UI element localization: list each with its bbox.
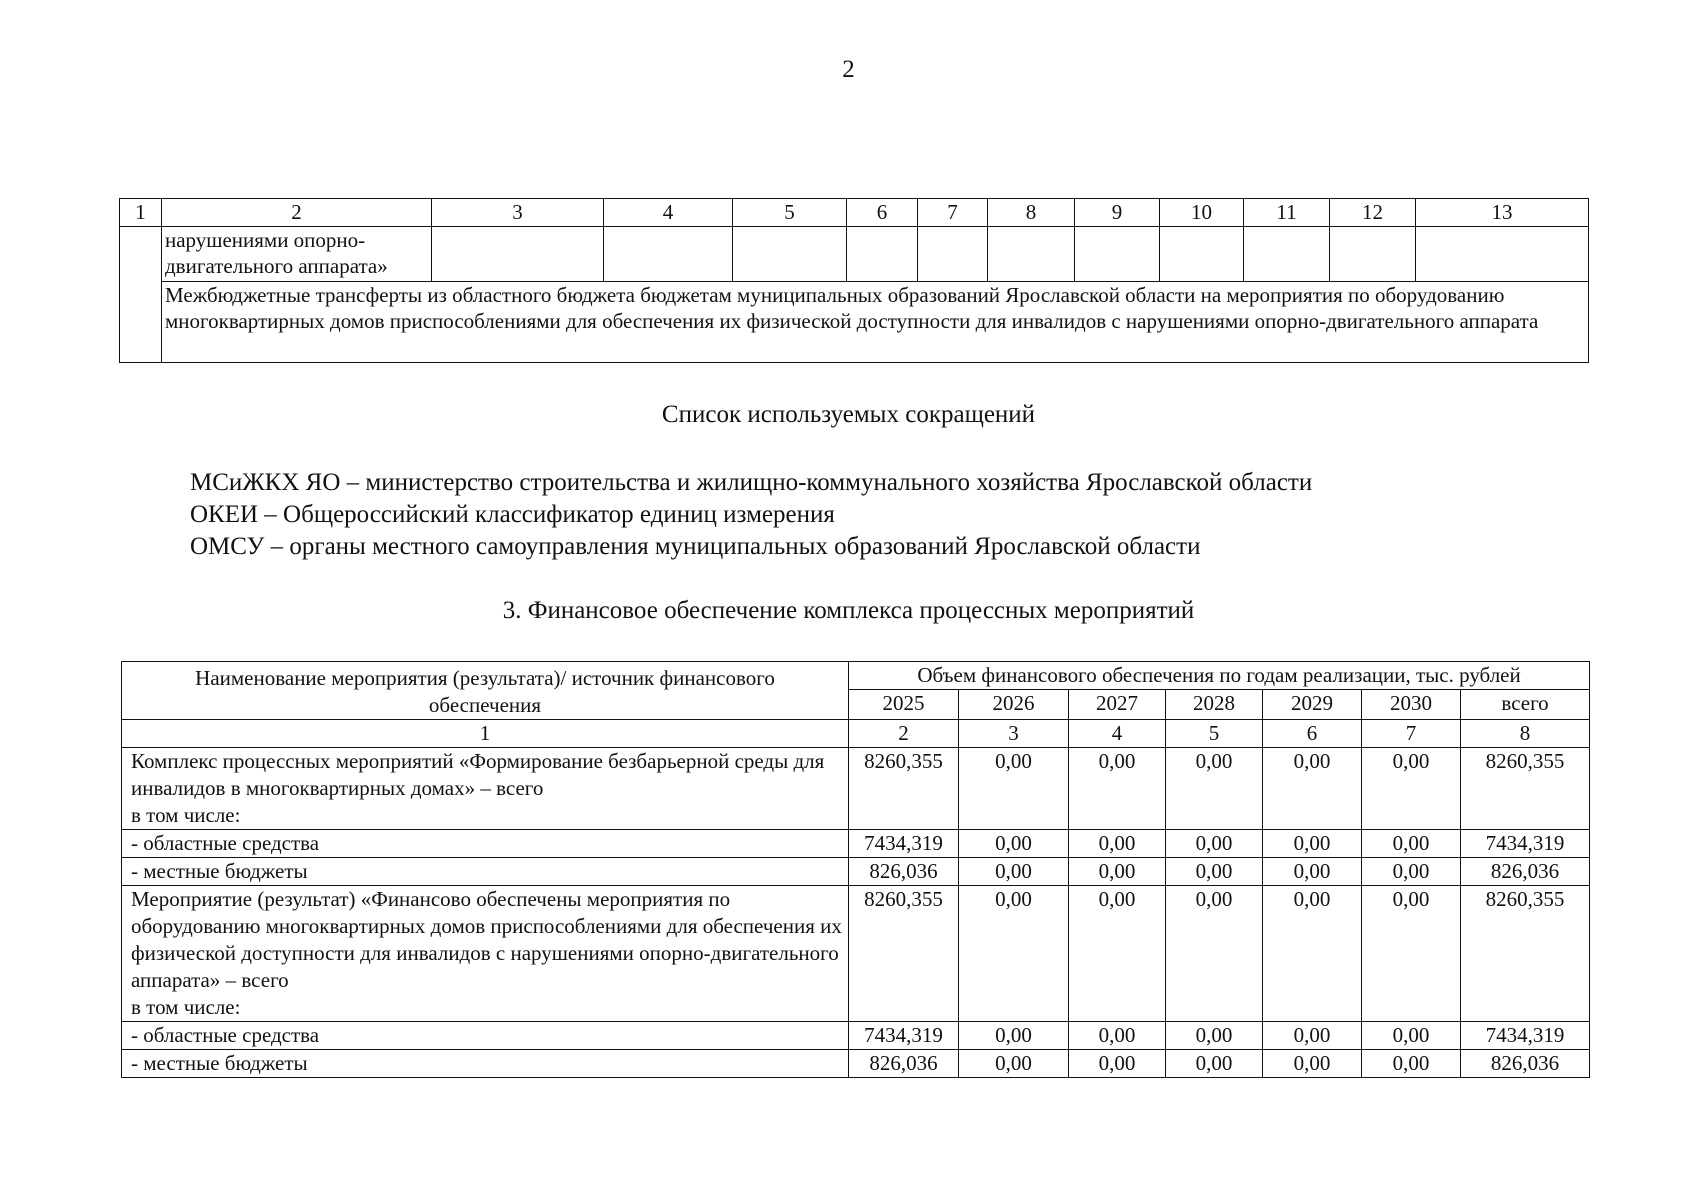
financing-section-title: 3. Финансовое обеспечение комплекса процессных мероприятий [502, 597, 1195, 624]
financing-row [122, 886, 1590, 1022]
table1-col-number: 9 [1075, 199, 1160, 227]
financing-row [122, 1050, 1590, 1078]
column-number: 7 [1362, 720, 1461, 748]
year-header: 2030 [1362, 690, 1461, 720]
table1-empty-cell [847, 227, 918, 282]
financing-row-value: 0,00 [1362, 1050, 1461, 1078]
financing-row-value: 8260,355 [849, 748, 959, 830]
financing-row-name: Комплекс процессных мероприятий «Формирование безбарьерной среды для инвалидов в многоквартирных домах» – всего в том числе: [122, 748, 849, 830]
financing-row-value: 826,036 [849, 1050, 959, 1078]
financing-row-value: 0,00 [1069, 858, 1166, 886]
financing-row-value: 0,00 [1263, 1022, 1362, 1050]
activities-table-continuation [119, 198, 1589, 363]
page-number: 2 [842, 56, 855, 83]
table1-col-number: 7 [918, 199, 988, 227]
financing-body [122, 748, 1590, 1078]
abbreviation-item: ОМСУ – органы местного самоуправления муниципальных образований Ярославской области [190, 533, 1201, 560]
financing-row-value: 0,00 [1166, 886, 1263, 1022]
financing-row-value: 0,00 [959, 858, 1069, 886]
column-number: 4 [1069, 720, 1166, 748]
table1-row [120, 227, 1589, 282]
financing-row-value: 0,00 [1069, 830, 1166, 858]
financing-row-value: 0,00 [1362, 830, 1461, 858]
table1-col-number: 4 [604, 199, 733, 227]
table1-header-row [120, 199, 1589, 227]
abbreviation-item: ОКЕИ – Общероссийский классификатор единиц измерения [190, 501, 835, 528]
financing-row-value: 0,00 [1263, 1050, 1362, 1078]
financing-row-value: 0,00 [1362, 748, 1461, 830]
financing-row-value: 0,00 [1362, 858, 1461, 886]
financing-row-value: 0,00 [1069, 748, 1166, 830]
financing-row-value: 0,00 [1166, 1022, 1263, 1050]
table1-col-number: 3 [432, 199, 604, 227]
column-number: 3 [959, 720, 1069, 748]
financing-row-total: 8260,355 [1461, 886, 1590, 1022]
table1-merged-text: Межбюджетные трансферты из областного бюджета бюджетам муниципальных образований Ярославской области на мероприятия по оборудованию многоквартирных домов приспособлениями для обеспечения их физической доступности для инвалидов с нарушениями опорно-двигательного аппарата [162, 282, 1589, 363]
table1-col-number: 12 [1330, 199, 1416, 227]
financing-row-name: - местные бюджеты [122, 1050, 849, 1078]
table1-col-number: 10 [1160, 199, 1244, 227]
table1-col-number: 8 [988, 199, 1075, 227]
financing-row-total: 826,036 [1461, 1050, 1590, 1078]
financing-row-value: 0,00 [959, 1050, 1069, 1078]
financing-table [121, 661, 1590, 1078]
financing-row-value: 0,00 [1263, 858, 1362, 886]
table1-col-number: 2 [162, 199, 432, 227]
financing-row-total: 7434,319 [1461, 830, 1590, 858]
column-number: 6 [1263, 720, 1362, 748]
financing-col1-header: Наименование мероприятия (результата)/ источник финансового обеспечения [122, 662, 849, 720]
financing-row-value: 0,00 [959, 1022, 1069, 1050]
financing-row-value: 0,00 [959, 830, 1069, 858]
table1-empty-cell [988, 227, 1075, 282]
table1-empty-cell [432, 227, 604, 282]
financing-row-name: - областные средства [122, 1022, 849, 1050]
financing-row [122, 1022, 1590, 1050]
column-number: 8 [1461, 720, 1590, 748]
financing-row-name: - местные бюджеты [122, 858, 849, 886]
financing-row-value: 0,00 [1069, 1050, 1166, 1078]
table1-col-number: 5 [733, 199, 847, 227]
year-header: 2028 [1166, 690, 1263, 720]
table1-empty-cell [733, 227, 847, 282]
financing-row-value: 0,00 [1166, 748, 1263, 830]
financing-row [122, 830, 1590, 858]
financing-row-value: 0,00 [1263, 748, 1362, 830]
financing-row-value: 7434,319 [849, 830, 959, 858]
abbreviations-title: Список используемых сокращений [661, 401, 1036, 428]
column-number: 5 [1166, 720, 1263, 748]
year-header: 2025 [849, 690, 959, 720]
column-number: 2 [849, 720, 959, 748]
year-header: 2026 [959, 690, 1069, 720]
financing-colnum-row [122, 720, 1590, 748]
financing-row-value: 0,00 [1166, 1050, 1263, 1078]
financing-row-value: 0,00 [959, 886, 1069, 1022]
table1-empty-cell [1160, 227, 1244, 282]
table1-empty-cell [1330, 227, 1416, 282]
financing-row-value: 7434,319 [849, 1022, 959, 1050]
financing-row-value: 0,00 [1166, 830, 1263, 858]
financing-header-row [122, 662, 1590, 690]
column-number: 1 [122, 720, 849, 748]
financing-row-value: 0,00 [1362, 886, 1461, 1022]
financing-row-value: 0,00 [959, 748, 1069, 830]
table1-empty-cell [1244, 227, 1330, 282]
table1-col-number: 1 [120, 199, 162, 227]
year-header: 2027 [1069, 690, 1166, 720]
financing-row-name: Мероприятие (результат) «Финансово обеспечены мероприятия по оборудованию многоквартирных домов приспособлениями для обеспечения их физической доступности для инвалидов с нарушениями опорно-двигательного аппарата» – всего в том числе: [122, 886, 849, 1022]
financing-row-name: - областные средства [122, 830, 849, 858]
table1-col-number: 13 [1416, 199, 1589, 227]
table1-row [120, 282, 1589, 363]
financing-row-value: 0,00 [1263, 830, 1362, 858]
table1-col-number: 11 [1244, 199, 1330, 227]
financing-volume-header: Объем финансового обеспечения по годам реализации, тыс. рублей [849, 662, 1590, 690]
table1-empty-cell [604, 227, 733, 282]
table1-empty-cell [918, 227, 988, 282]
financing-row [122, 858, 1590, 886]
financing-row-value: 0,00 [1263, 886, 1362, 1022]
table1-empty-cell [1416, 227, 1589, 282]
financing-row [122, 748, 1590, 830]
financing-row-value: 826,036 [849, 858, 959, 886]
financing-row-value: 8260,355 [849, 886, 959, 1022]
financing-row-value: 0,00 [1362, 1022, 1461, 1050]
financing-row-total: 7434,319 [1461, 1022, 1590, 1050]
table1-empty-cell [1075, 227, 1160, 282]
financing-row-value: 0,00 [1069, 886, 1166, 1022]
year-header: 2029 [1263, 690, 1362, 720]
abbreviation-item: МСиЖКХ ЯО – министерство строительства и жилищно-коммунального хозяйства Ярославской области [190, 469, 1313, 496]
financing-row-total: 826,036 [1461, 858, 1590, 886]
total-header: всего [1461, 690, 1590, 720]
table1-cell-text: нарушениями опорно-двигательного аппарата» [162, 227, 432, 282]
financing-row-value: 0,00 [1166, 858, 1263, 886]
table1-empty-cell [120, 227, 162, 363]
financing-row-total: 8260,355 [1461, 748, 1590, 830]
table1-col-number: 6 [847, 199, 918, 227]
financing-row-value: 0,00 [1069, 1022, 1166, 1050]
